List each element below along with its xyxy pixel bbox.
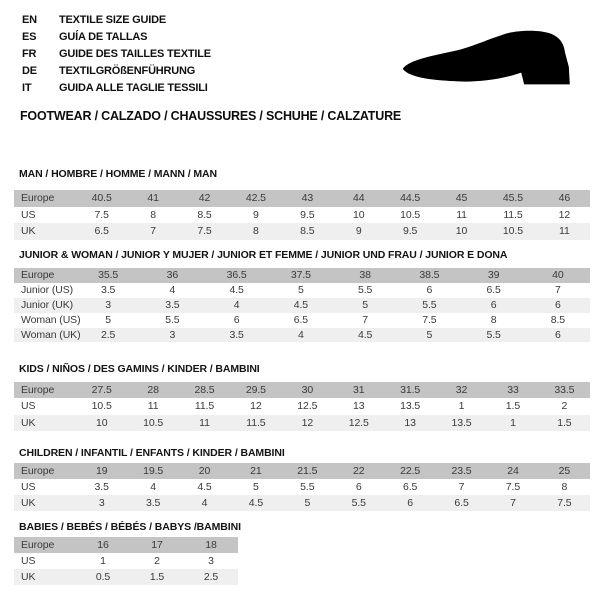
size-cell: 8 <box>490 314 497 327</box>
row-label: UK <box>21 225 36 238</box>
table-row <box>14 553 238 569</box>
size-cell: 38.5 <box>419 269 440 282</box>
size-table <box>14 537 238 585</box>
language-code: ES <box>22 30 37 43</box>
row-label: Junior (US) <box>21 284 73 297</box>
size-cell: 5 <box>253 481 259 493</box>
size-cell: 6 <box>555 329 561 341</box>
size-cell: 40.5 <box>91 192 112 205</box>
language-row <box>22 45 211 62</box>
size-cell: 17 <box>151 539 163 551</box>
size-cell: 6.5 <box>486 284 501 297</box>
size-table <box>14 190 590 240</box>
size-cell: 4 <box>201 497 208 509</box>
size-cell: 9.5 <box>402 225 418 238</box>
size-cell: 3 <box>105 299 111 312</box>
size-cell: 4 <box>169 284 176 297</box>
size-cell: 2.5 <box>203 571 219 583</box>
language-list <box>22 11 211 97</box>
size-cell: 35.5 <box>98 269 119 282</box>
table-row <box>14 283 590 298</box>
size-cell: 1 <box>510 416 516 429</box>
size-cell: 5.5 <box>300 481 315 493</box>
row-label: Europe <box>21 539 55 551</box>
table-header-row <box>14 537 238 553</box>
size-cell: 4 <box>233 299 240 312</box>
section-title: CHILDREN / INFANTIL / ENFANTS / KINDER / BAMBINI <box>19 447 285 459</box>
size-cell: 11.5 <box>503 208 523 221</box>
row-label: Europe <box>21 465 55 477</box>
size-cell: 3 <box>208 555 214 567</box>
row-label: Europe <box>21 384 55 397</box>
size-cell: 12 <box>250 400 262 413</box>
language-label: GUIDA ALLE TAGLIE TESSILI <box>59 82 208 95</box>
table-header-row <box>14 268 590 283</box>
row-label: US <box>21 481 36 493</box>
size-cell: 5 <box>105 314 111 327</box>
row-label: Junior (UK) <box>21 299 73 312</box>
size-cell: 6 <box>490 299 497 312</box>
size-cell: 10 <box>352 208 365 221</box>
size-cell: 5.5 <box>351 497 366 509</box>
size-cell: 5 <box>362 299 368 312</box>
language-code: EN <box>22 13 37 26</box>
size-cell: 43 <box>301 192 314 205</box>
section-title: KIDS / NIÑOS / DES GAMINS / KINDER / BAMBINI <box>19 363 260 375</box>
language-row <box>22 63 211 80</box>
language-code: FR <box>22 47 37 60</box>
size-cell: 3.5 <box>165 299 180 312</box>
language-row <box>22 28 211 45</box>
size-cell: 44 <box>352 192 365 205</box>
row-label: Europe <box>21 269 55 282</box>
size-cell: 40 <box>552 269 564 282</box>
language-code: DE <box>22 65 37 78</box>
size-cell: 8 <box>150 208 156 221</box>
size-table <box>14 382 590 431</box>
size-cell: 4 <box>150 481 156 493</box>
size-cell: 0.5 <box>95 571 111 583</box>
size-cell: 5.5 <box>165 314 180 327</box>
size-cell: 3 <box>169 329 176 341</box>
size-cell: 5.5 <box>486 329 501 341</box>
table-header-row <box>14 382 590 398</box>
size-cell: 3 <box>98 497 105 509</box>
language-code: IT <box>22 82 32 95</box>
size-cell: 21.5 <box>297 465 318 477</box>
table-row <box>14 328 590 343</box>
size-cell: 10.5 <box>400 208 421 221</box>
row-label: UK <box>21 497 36 509</box>
language-label: TEXTILE SIZE GUIDE <box>59 13 167 26</box>
size-cell: 37.5 <box>290 269 311 282</box>
size-cell: 22 <box>352 465 365 477</box>
table-row <box>14 313 590 328</box>
table-row <box>14 569 238 585</box>
size-cell: 33 <box>507 384 519 397</box>
size-cell: 28 <box>147 384 159 397</box>
size-cell: 8 <box>561 481 568 493</box>
size-cell: 7.5 <box>422 314 437 327</box>
row-label: US <box>21 400 36 413</box>
size-cell: 8.5 <box>300 225 315 238</box>
size-table <box>14 268 590 342</box>
size-cell: 11 <box>559 225 570 238</box>
size-cell: 36 <box>166 269 179 282</box>
row-label: Woman (UK) <box>21 329 81 341</box>
size-cell: 42 <box>198 192 211 205</box>
language-label: GUIDE DES TAILLES TEXTILE <box>59 47 211 60</box>
table-row <box>14 398 590 414</box>
size-cell: 19 <box>95 465 108 477</box>
size-cell: 9 <box>355 225 362 238</box>
size-cell: 27.5 <box>91 384 112 397</box>
row-label: Woman (US) <box>21 314 81 327</box>
size-cell: 7 <box>555 284 561 297</box>
size-cell: 8.5 <box>197 208 212 221</box>
size-cell: 5.5 <box>357 284 373 297</box>
size-cell: 5 <box>304 497 311 509</box>
size-cell: 32 <box>455 384 468 397</box>
size-cell: 6 <box>426 284 433 297</box>
size-cell: 28.5 <box>194 384 215 397</box>
size-cell: 10.5 <box>143 416 164 429</box>
size-cell: 11 <box>199 416 210 429</box>
size-cell: 10.5 <box>502 225 523 238</box>
row-label: US <box>21 555 36 567</box>
size-cell: 6 <box>407 497 414 509</box>
size-cell: 36.5 <box>226 269 247 282</box>
size-cell: 46 <box>558 192 571 205</box>
size-cell: 6.5 <box>94 225 109 238</box>
size-cell: 8 <box>253 225 259 238</box>
size-cell: 3.5 <box>100 284 116 297</box>
size-cell: 13.5 <box>400 400 421 413</box>
size-cell: 19.5 <box>143 465 164 477</box>
language-row <box>22 11 211 28</box>
size-cell: 10 <box>95 416 108 429</box>
size-cell: 3.5 <box>229 329 244 341</box>
size-cell: 11 <box>147 400 159 413</box>
size-cell: 16 <box>97 539 109 551</box>
size-table <box>14 463 590 511</box>
size-cell: 8.5 <box>550 314 566 327</box>
size-cell: 3.5 <box>145 497 161 509</box>
size-cell: 10.5 <box>91 400 112 413</box>
section-title: JUNIOR & WOMAN / JUNIOR Y MUJER / JUNIOR ET FEMME / JUNIOR UND FRAU / JUNIOR E DONA <box>19 249 508 261</box>
table-row <box>14 223 590 240</box>
size-cell: 39 <box>487 269 500 282</box>
size-cell: 4.5 <box>293 299 309 312</box>
size-cell: 33.5 <box>554 384 575 397</box>
size-cell: 4.5 <box>197 481 212 493</box>
size-cell: 23.5 <box>451 465 472 477</box>
size-cell: 7.5 <box>197 225 212 238</box>
language-label: GUÍA DE TALLAS <box>59 30 148 43</box>
size-cell: 9 <box>253 208 259 221</box>
size-cell: 5 <box>426 329 433 341</box>
size-cell: 42.5 <box>245 192 266 205</box>
size-cell: 12.5 <box>348 416 369 429</box>
size-cell: 18 <box>205 539 217 551</box>
size-cell: 44.5 <box>400 192 421 205</box>
size-cell: 6.5 <box>402 481 418 493</box>
size-cell: 13.5 <box>451 416 472 429</box>
section-title: MAN / HOMBRE / HOMME / MANN / MAN <box>19 168 217 180</box>
size-cell: 7 <box>458 481 465 493</box>
size-cell: 6 <box>355 481 362 493</box>
size-cell: 45.5 <box>502 192 523 205</box>
size-cell: 11 <box>456 208 467 221</box>
size-cell: 6.5 <box>454 497 469 509</box>
size-cell: 7 <box>150 225 156 238</box>
size-cell: 6 <box>555 299 561 312</box>
size-cell: 1.5 <box>557 416 572 429</box>
size-cell: 21 <box>250 465 262 477</box>
size-cell: 12 <box>558 208 571 221</box>
size-cell: 1.5 <box>149 571 165 583</box>
size-cell: 30 <box>301 384 314 397</box>
size-cell: 1.5 <box>505 400 521 413</box>
size-cell: 12 <box>301 416 314 429</box>
size-cell: 25 <box>558 465 571 477</box>
table-row <box>14 298 590 313</box>
size-cell: 11.5 <box>194 400 215 413</box>
size-cell: 7.5 <box>557 497 572 509</box>
size-cell: 13 <box>404 416 416 429</box>
size-cell: 24 <box>507 465 519 477</box>
size-cell: 7 <box>362 314 368 327</box>
size-cell: 6.5 <box>293 314 309 327</box>
section-title: BABIES / BEBÉS / BÉBÉS / BABYS /BAMBINI <box>19 521 241 533</box>
shoe-icon <box>396 28 594 96</box>
table-row <box>14 479 590 495</box>
size-cell: 4.5 <box>248 497 264 509</box>
row-label: UK <box>21 571 36 583</box>
row-label: UK <box>21 416 36 429</box>
size-cell: 11.5 <box>246 416 266 429</box>
size-cell: 22.5 <box>400 465 421 477</box>
table-row <box>14 415 590 431</box>
size-cell: 20 <box>198 465 211 477</box>
size-cell: 2 <box>561 400 568 413</box>
size-cell: 2.5 <box>100 329 116 341</box>
table-header-row <box>14 190 590 207</box>
size-cell: 2 <box>154 555 160 567</box>
size-cell: 3.5 <box>94 481 109 493</box>
language-label: TEXTILGRÖßENFÜHRUNG <box>59 65 196 78</box>
size-cell: 10 <box>455 225 468 238</box>
row-label: US <box>21 208 36 221</box>
language-row <box>22 80 211 97</box>
size-cell: 5.5 <box>422 299 437 312</box>
size-cell: 7.5 <box>505 481 521 493</box>
size-cell: 6 <box>233 314 240 327</box>
size-cell: 1 <box>100 555 106 567</box>
size-cell: 1 <box>458 400 465 413</box>
size-cell: 4.5 <box>357 329 373 341</box>
size-cell: 38 <box>359 269 371 282</box>
size-cell: 7.5 <box>94 208 109 221</box>
size-cell: 13 <box>352 400 365 413</box>
row-label: Europe <box>21 192 55 205</box>
size-cell: 4 <box>298 329 304 341</box>
size-cell: 45 <box>455 192 468 205</box>
size-cell: 4.5 <box>229 284 244 297</box>
size-cell: 29.5 <box>245 384 266 397</box>
size-cell: 31.5 <box>400 384 421 397</box>
size-cell: 41 <box>147 192 159 205</box>
size-cell: 12.5 <box>297 400 318 413</box>
size-cell: 31 <box>352 384 365 397</box>
table-row <box>14 495 590 511</box>
size-cell: 7 <box>510 497 516 509</box>
category-heading: FOOTWEAR / CALZADO / CHAUSSURES / SCHUHE / CALZATURE <box>20 109 402 123</box>
table-header-row <box>14 463 590 479</box>
size-cell: 9.5 <box>300 208 315 221</box>
size-cell: 5 <box>298 284 304 297</box>
table-row <box>14 207 590 224</box>
